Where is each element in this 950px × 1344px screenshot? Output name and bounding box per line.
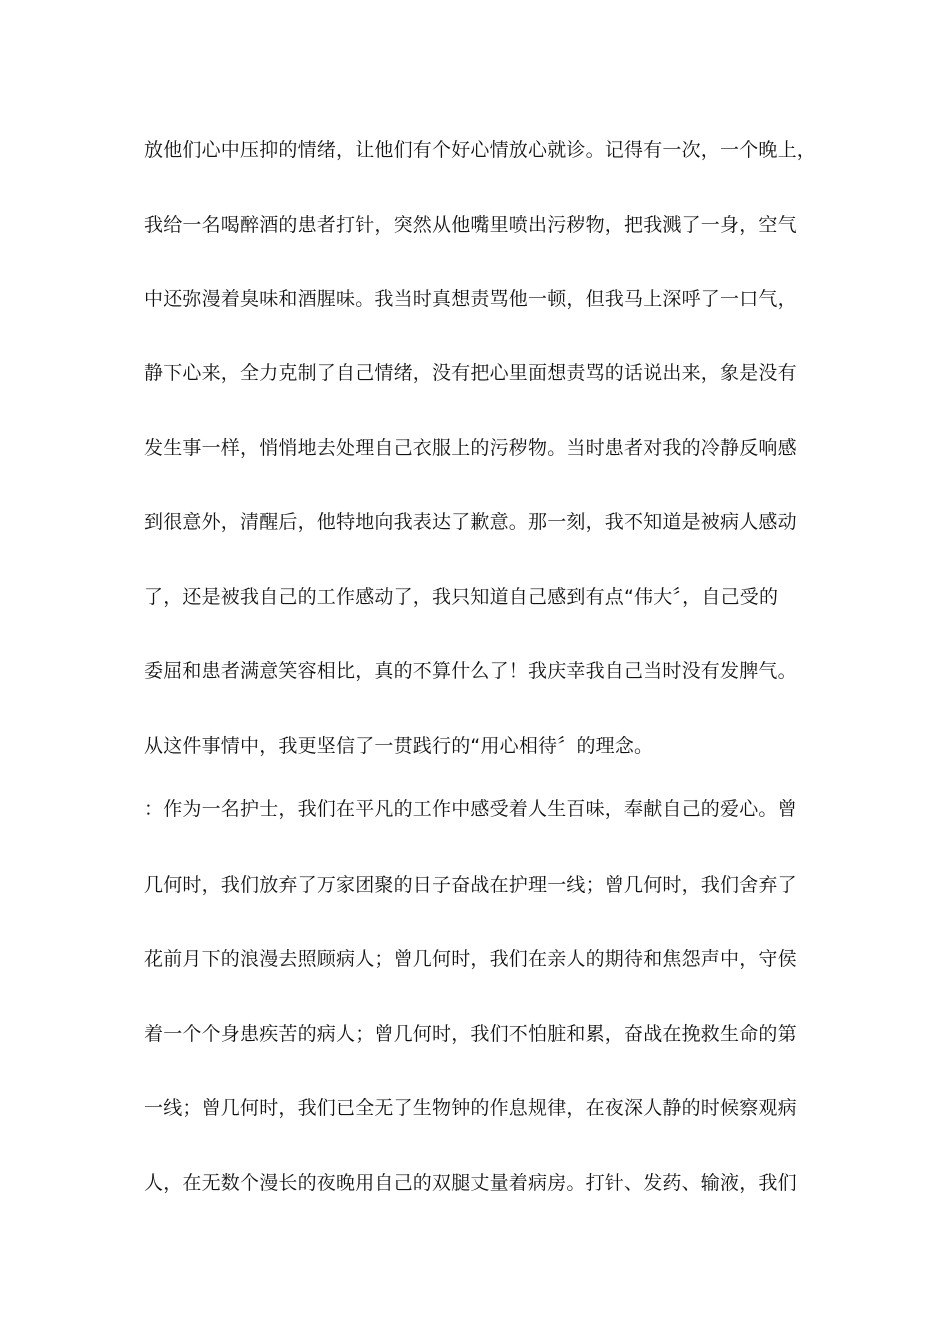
text-line: 一线；曾几何时，我们已全无了生物钟的作息规律，在夜深人静的时候察观病 [144,1097,797,1119]
text-line: 人，在无数个漫长的夜晚用自己的双腿丈量着病房。打针、发药、输液，我们 [144,1172,797,1194]
text-line: 我给一名喝醉酒的患者打针，突然从他嘴里喷出污秽物，把我溅了一身，空气 [144,214,797,236]
text-line: 静下心来，全力克制了自己情绪，没有把心里面想责骂的话说出来，象是没有 [144,362,797,384]
text-line: 委屈和患者满意笑容相比，真的不算什么了！我庆幸我自己当时没有发脾气。 [144,660,797,682]
text-line: 几何时，我们放弃了万家团聚的日子奋战在护理一线；曾几何时，我们舍弃了 [144,874,797,896]
text-line: 发生事一样，悄悄地去处理自己衣服上的污秽物。当时患者对我的冷静反响感 [144,437,797,459]
text-line: 到很意外，清醒后，他特地向我表达了歉意。那一刻，我不知道是被病人感动 [144,511,797,533]
text-line: 放他们心中压抑的情绪，让他们有个好心情放心就诊。记得有一次，一个晚上， [144,139,817,161]
text-line: 花前月下的浪漫去照顾病人；曾几何时，我们在亲人的期待和焦怨声中，守侯 [144,948,797,970]
text-line: 从这件事情中，我更坚信了一贯践行的“用心相待〞的理念。 [144,735,654,757]
text-line: 着一个个身患疾苦的病人；曾几何时，我们不怕脏和累，奋战在挽救生命的第 [144,1023,797,1045]
text-line: 中还弥漫着臭味和酒腥味。我当时真想责骂他一顿，但我马上深呼了一口气， [144,288,797,310]
text-line: 了，还是被我自己的工作感动了，我只知道自己感到有点“伟大〞，自己受的 [144,586,779,608]
text-line: ：作为一名护士，我们在平凡的工作中感受着人生百味，奉献自己的爱心。曾 [144,798,797,820]
